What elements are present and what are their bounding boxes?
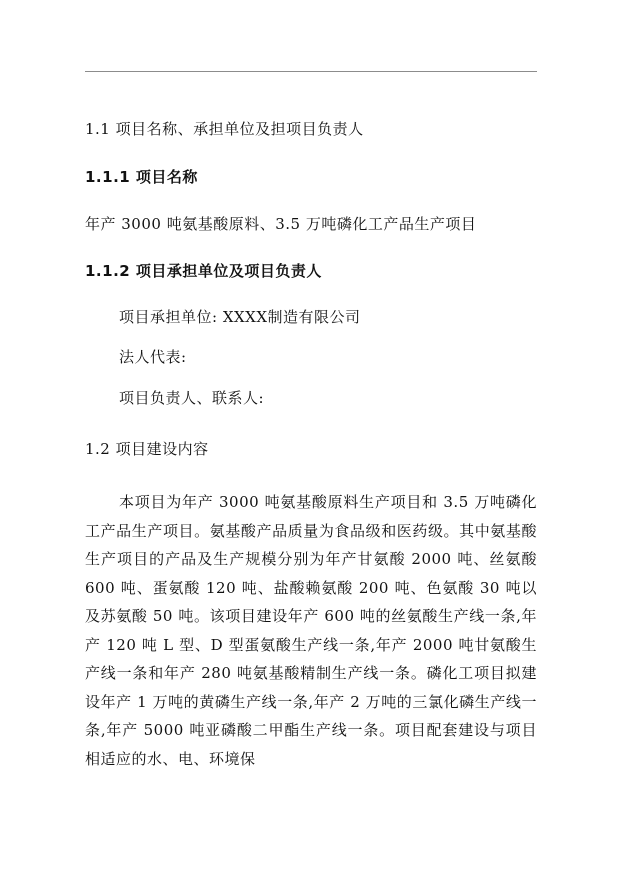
project-contact-line: 项目负责人、联系人:: [119, 389, 265, 407]
construction-content-paragraph: 本项目为年产 3000 吨氨基酸原料生产项目和 3.5 万吨磷化工产品生产项目。氨基酸产品质量为食品级和医药级。其中氨基酸生产项目的产品及生产规模分别为年产甘氨酸 2000 吨、丝氨酸 600 吨、蛋氨酸 120 吨、盐酸赖氨酸 200 吨、色氨酸 30 吨以及苏氨酸 50 吨。该项目建设年产 600 吨的丝氨酸生产线一条,年产 120 吨 L 型、D 型蛋氨酸生产线一条,年产 2000 吨甘氨酸生产线一条和年产 280 吨氨基酸精制生产线一条。磷化工项目拟建设年产 1 万吨的黄磷生产线一条,年产 2 万吨的三氯化磷生产线一条,年产 5000 吨亚磷酸二甲酯生产线一条。项目配套建设与项目相适应的水、电、环境保: [85, 493, 537, 768]
section-1-1-1-heading: 1.1.1 项目名称: [85, 168, 198, 186]
project-name-text: 年产 3000 吨氨基酸原料、3.5 万吨磷化工产品生产项目: [85, 215, 477, 233]
section-1-1-heading: 1.1 项目名称、承担单位及担项目负责人: [85, 120, 364, 138]
header-rule: [85, 71, 537, 72]
undertaking-unit-line: 项目承担单位: XXXX制造有限公司: [119, 308, 361, 326]
section-1-1-2-heading: 1.1.2 项目承担单位及项目负责人: [85, 262, 322, 280]
legal-representative-line: 法人代表:: [119, 348, 187, 366]
section-1-2-heading: 1.2 项目建设内容: [85, 440, 209, 458]
